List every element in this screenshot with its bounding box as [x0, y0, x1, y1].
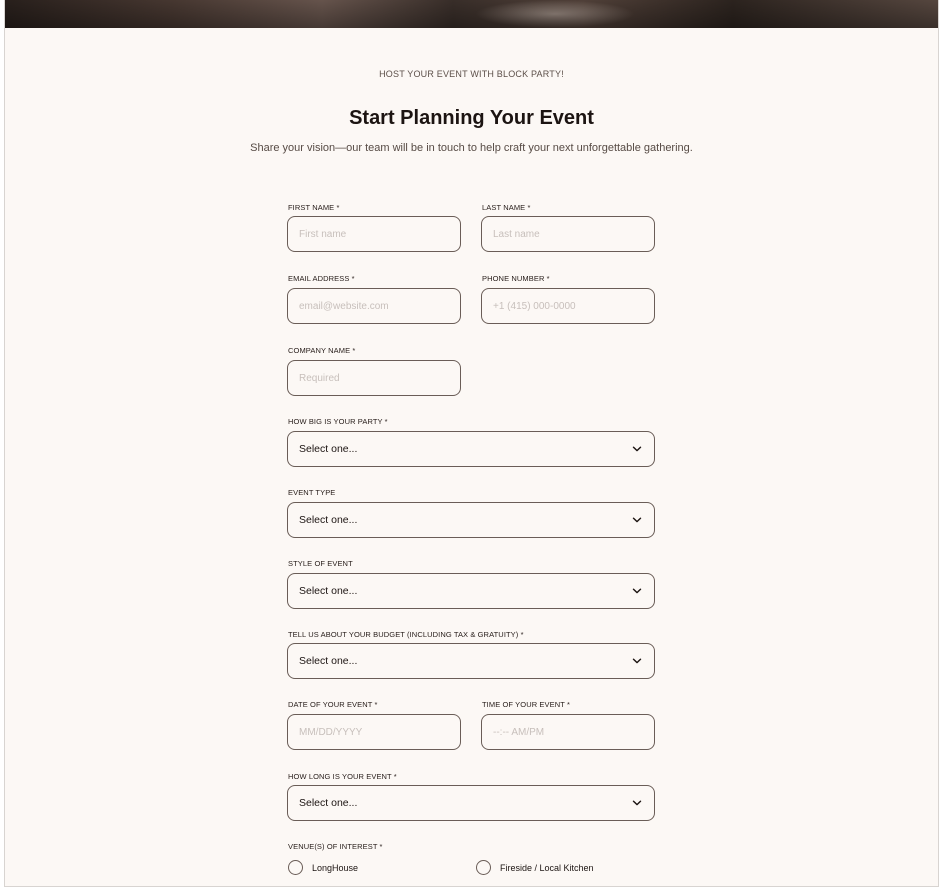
venues-label: VENUE(S) OF INTEREST *: [288, 842, 383, 851]
duration-value: Select one...: [299, 797, 358, 809]
chevron-down-icon: [632, 657, 642, 665]
event-style-label: STYLE OF EVENT: [288, 559, 353, 568]
fireside-radio-label: Fireside / Local Kitchen: [500, 863, 594, 873]
page-subtitle: Share your vision—our team will be in touch to help craft your next unforgettable gathering.: [250, 142, 693, 154]
budget-select[interactable]: [287, 643, 655, 679]
party-size-value: Select one...: [299, 443, 358, 455]
party-size-label: HOW BIG IS YOUR PARTY *: [288, 417, 388, 426]
event-time-field[interactable]: [481, 714, 655, 750]
phone-label: PHONE NUMBER *: [482, 274, 550, 283]
event-date-field[interactable]: [287, 714, 461, 750]
duration-select[interactable]: [287, 785, 655, 821]
phone-field[interactable]: [481, 288, 655, 324]
chevron-down-icon: [632, 799, 642, 807]
event-time-label: TIME OF YOUR EVENT *: [482, 700, 570, 709]
budget-label: TELL US ABOUT YOUR BUDGET (INCLUDING TAX & GRATUITY) *: [288, 630, 524, 639]
event-type-value: Select one...: [299, 514, 358, 526]
duration-label: HOW LONG IS YOUR EVENT *: [288, 772, 397, 781]
chevron-down-icon: [632, 445, 642, 453]
last-name-field[interactable]: [481, 216, 655, 252]
chevron-down-icon: [632, 516, 642, 524]
last-name-label: LAST NAME *: [482, 203, 531, 212]
company-field[interactable]: [287, 360, 461, 396]
first-name-label: FIRST NAME *: [288, 203, 340, 212]
chevron-down-icon: [632, 587, 642, 595]
eyebrow-text: HOST YOUR EVENT WITH BLOCK PARTY!: [379, 69, 564, 79]
fireside-radio[interactable]: [476, 860, 491, 875]
page-frame: [4, 0, 939, 887]
event-style-value: Select one...: [299, 585, 358, 597]
event-type-select[interactable]: [287, 502, 655, 538]
event-style-select[interactable]: [287, 573, 655, 609]
company-label: COMPANY NAME *: [288, 346, 356, 355]
email-field[interactable]: [287, 288, 461, 324]
longhouse-radio[interactable]: [288, 860, 303, 875]
longhouse-radio-label: LongHouse: [312, 863, 359, 873]
party-size-select[interactable]: [287, 431, 655, 467]
email-label: EMAIL ADDRESS *: [288, 274, 355, 283]
event-date-label: DATE OF YOUR EVENT *: [288, 700, 378, 709]
hero-image: [5, 0, 938, 28]
page-title: Start Planning Your Event: [349, 107, 594, 129]
first-name-field[interactable]: [287, 216, 461, 252]
event-type-label: EVENT TYPE: [288, 488, 336, 497]
budget-value: Select one...: [299, 655, 358, 667]
